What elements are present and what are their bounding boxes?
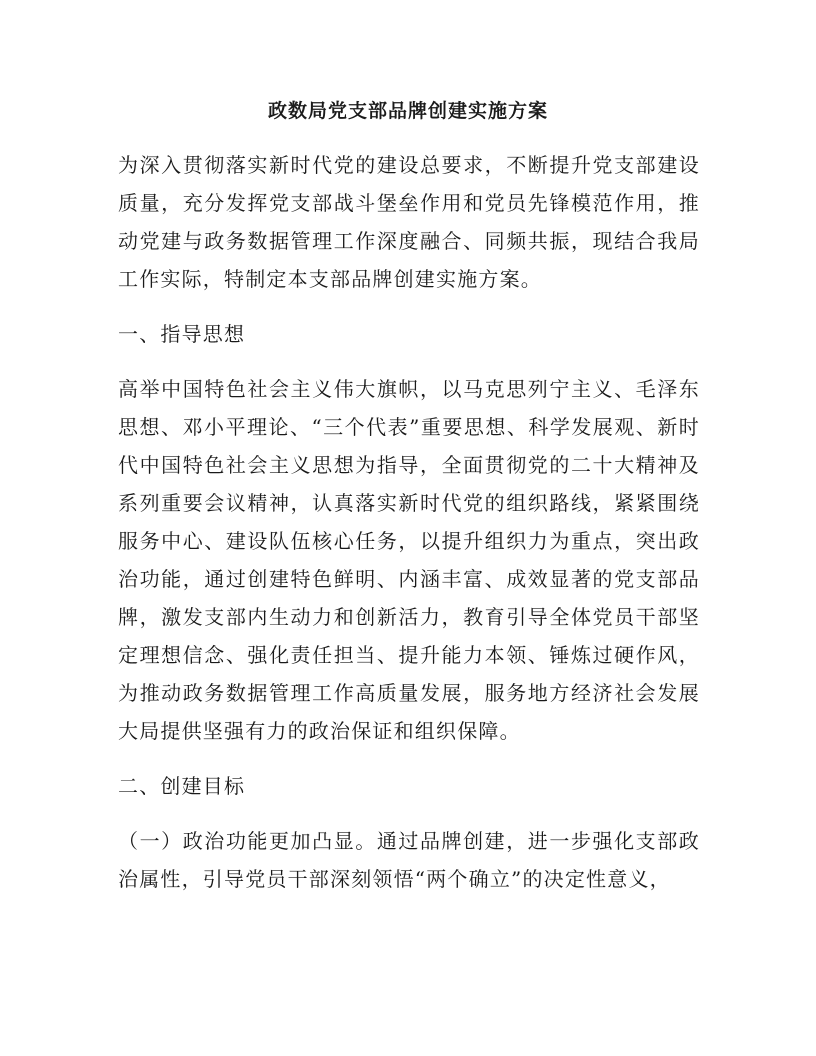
document-body xyxy=(118,146,700,898)
section-heading-guiding-ideology: 一、指导思想 xyxy=(118,322,246,346)
intro-paragraph: 为深入贯彻落实新时代党的建设总要求，不断提升党支部建设质量，充分发挥党支部战斗堡垒作用和党员先锋模范作用，推动党建与政务数据管理工作深度融合、同频共振，现结合我局工作实际，特制定本支部品牌创建实施方案。 xyxy=(118,153,700,291)
document-title: 政数局党支部品牌创建实施方案 xyxy=(267,100,548,122)
guiding-ideology-paragraph: 高举中国特色社会主义伟大旗帜，以马克思列宁主义、毛泽东思想、邓小平理论、“三个代表”重要思想、科学发展观、新时代中国特色社会主义思想为指导，全面贯彻党的二十大精神及系列重要会议精神，认真落实新时代党的组织路线，紧紧围绕服务中心、建设队伍核心任务，以提升组织力为重点，突出政治功能，通过创建特色鲜明、内涵丰富、成效显著的党支部品牌，激发支部内生动力和创新活力，教育引导全体党员干部坚定理想信念、强化责任担当、提升能力本领、锤炼过硬作风，为推动政务数据管理工作高质量发展，服务地方经济社会发展大局提供坚强有力的政治保证和组织保障。 xyxy=(118,377,700,743)
section-heading-goals: 二、创建目标 xyxy=(118,774,246,798)
goal-item-1-paragraph: （一）政治功能更加凸显。通过品牌创建，进一步强化支部政治属性，引导党员干部深刻领悟“两个确立”的决定性意义， xyxy=(118,829,700,891)
